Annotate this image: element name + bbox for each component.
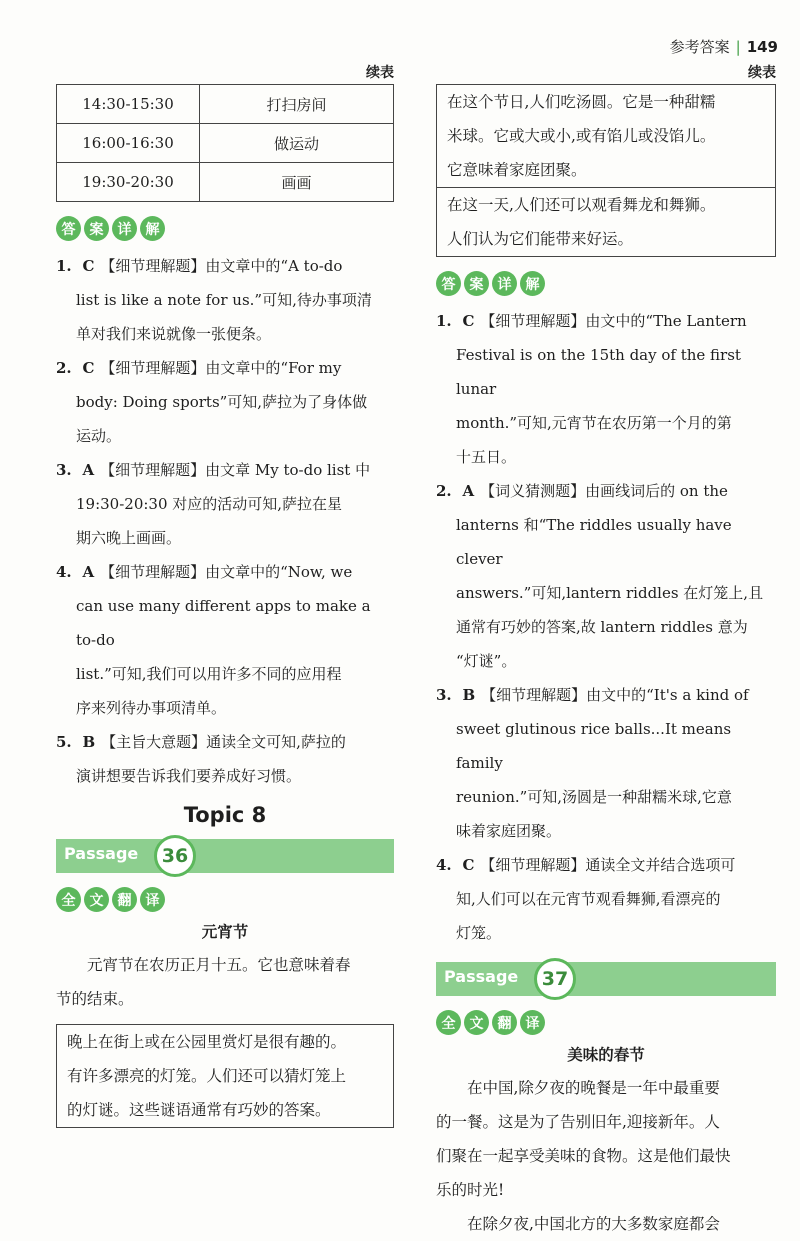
table-row: [57, 163, 394, 202]
para-line: 在中国,除夕夜的晚餐是一年中最重要: [467, 1079, 720, 1097]
badge-char: 解: [140, 216, 165, 241]
passage-label: Passage: [444, 967, 519, 986]
answer-line: body: Doing sports”可知,萨拉为了身体做: [76, 393, 368, 411]
box-line: 它意味着家庭团聚。: [447, 161, 587, 179]
time-cell: 14:30-15:30: [57, 85, 200, 124]
answer-letter: C: [82, 257, 95, 275]
answer-item: [56, 725, 394, 793]
badge-char: 解: [520, 271, 545, 296]
para-line: 在除夕夜,中国北方的大多数家庭都会: [467, 1215, 720, 1233]
table-row: [57, 85, 394, 124]
answer-letter: A: [82, 563, 95, 581]
answer-line: 序来列待办事项清单。: [76, 699, 227, 717]
badge-char: 翻: [112, 887, 137, 912]
header-label: 参考答案: [669, 38, 730, 56]
translation-title: 元宵节: [201, 922, 249, 941]
translation-box: [56, 1024, 394, 1128]
answer-line: 知,人们可以在元宵节观看舞狮,看漂亮的: [456, 890, 721, 908]
answer-number: 1.: [436, 312, 452, 330]
body-paragraph: [436, 1071, 776, 1207]
answer-line: 【细节理解题】通读全文并结合选项可: [480, 856, 736, 874]
answer-line: 单对我们来说就像一张便条。: [76, 325, 272, 343]
intro-paragraph: [56, 948, 394, 1016]
answer-item: [436, 304, 776, 474]
answer-line: 【细节理解题】由文章中的“For my: [100, 359, 342, 377]
answer-number: 1.: [56, 257, 72, 275]
answer-item: [56, 453, 394, 555]
box-line: 人们认为它们能带来好运。: [447, 230, 634, 248]
answer-line: 【主旨大意题】通读全文可知,萨拉的: [101, 733, 346, 751]
answer-letter: B: [462, 686, 476, 704]
answer-letter: C: [462, 312, 475, 330]
activity-cell: 画画: [200, 163, 394, 202]
badge-char: 详: [492, 271, 517, 296]
full-translation-badge: [56, 887, 394, 912]
passage-banner: [436, 962, 776, 996]
answer-letter: B: [82, 733, 96, 751]
answer-number: 3.: [56, 461, 72, 479]
answer-letter: C: [462, 856, 475, 874]
time-cell: 19:30-20:30: [57, 163, 200, 202]
answer-line: 【细节理解题】由文章 My to-do list 中: [100, 461, 371, 479]
answer-item: [436, 848, 776, 950]
body-paragraph: [436, 1207, 776, 1241]
box-line: 的灯谜。这些谜语通常有巧妙的答案。: [67, 1101, 331, 1119]
answer-line: Festival is on the 15th day of the first lunar: [456, 346, 741, 398]
left-column: [56, 62, 394, 1128]
passage-label: Passage: [64, 844, 139, 863]
answer-line: 【词义猜测题】由画线词后的 on the: [480, 482, 728, 500]
answer-number: 3.: [436, 686, 452, 704]
badge-char: 答: [436, 271, 461, 296]
badge-char: 详: [112, 216, 137, 241]
answer-line: 期六晚上画画。: [76, 529, 182, 547]
answer-line: 19:30-20:30 对应的活动可知,萨拉在星: [76, 495, 343, 513]
answer-line: list.”可知,我们可以用许多不同的应用程: [76, 665, 342, 683]
answer-line: 演讲想要告诉我们要养成好习惯。: [76, 767, 302, 785]
answer-line: sweet glutinous rice balls...It means family: [456, 720, 732, 772]
answer-line: 十五日。: [456, 448, 517, 466]
answer-number: 2.: [436, 482, 452, 500]
continued-label: 续表: [366, 65, 394, 81]
badge-char: 案: [464, 271, 489, 296]
answer-line: “灯谜”。: [456, 652, 517, 670]
translation-box: [436, 84, 776, 188]
answer-line: 通常有巧妙的答案,故 lantern riddles 意为: [456, 618, 748, 636]
answer-line: 味着家庭团聚。: [456, 822, 562, 840]
header-separator: |: [735, 38, 741, 56]
activity-cell: 做运动: [200, 124, 394, 163]
para-line: 的一餐。这是为了告别旧年,迎接新年。人: [436, 1113, 720, 1131]
answer-line: reunion.”可知,汤圆是一种甜糯米球,它意: [456, 788, 732, 806]
badge-char: 译: [520, 1010, 545, 1035]
topic-heading: Topic 8: [183, 803, 267, 827]
page-number: 149: [746, 38, 778, 56]
page-header: [670, 36, 778, 57]
box-line: 在这一天,人们还可以观看舞龙和舞狮。: [447, 196, 716, 214]
answer-line: lanterns 和“The riddles usually have clever: [456, 516, 732, 568]
answer-number: 5.: [56, 733, 72, 751]
answer-line: 运动。: [76, 427, 122, 445]
answer-line: 灯笼。: [456, 924, 502, 942]
time-cell: 16:00-16:30: [57, 124, 200, 163]
answer-line: answers.”可知,lantern riddles 在灯笼上,且: [456, 584, 764, 602]
answer-line: can use many different apps to make a to-do: [76, 597, 371, 649]
badge-char: 文: [84, 887, 109, 912]
answer-letter: A: [82, 461, 95, 479]
translation-box: [436, 188, 776, 257]
right-column: [436, 62, 776, 1241]
box-line: 米球。它或大或小,或有馅儿或没馅儿。: [447, 127, 716, 145]
answer-letter: A: [462, 482, 475, 500]
schedule-table: [56, 84, 394, 202]
answer-number: 4.: [56, 563, 72, 581]
answer-item: [436, 474, 776, 678]
para-line: 乐的时光!: [436, 1181, 505, 1199]
continued-label: 续表: [748, 65, 776, 81]
answer-line: 【细节理解题】由文章中的“Now, we: [100, 563, 353, 581]
answer-line: 【细节理解题】由文章中的“A to-do: [100, 257, 343, 275]
passage-number: 37: [534, 958, 576, 1000]
para-line: 们聚在一起享受美味的食物。这是他们最快: [436, 1147, 731, 1165]
answer-line: month.”可知,元宵节在农历第一个月的第: [456, 414, 732, 432]
box-line: 有许多漂亮的灯笼。人们还可以猜灯笼上: [67, 1067, 347, 1085]
badge-char: 全: [56, 887, 81, 912]
answer-item: [56, 249, 394, 351]
answer-number: 4.: [436, 856, 452, 874]
para-line: 节的结束。: [56, 990, 134, 1008]
table-row: [57, 124, 394, 163]
answer-letter: C: [82, 359, 95, 377]
passage-banner: [56, 839, 394, 873]
badge-char: 答: [56, 216, 81, 241]
answer-explanation-badge: [436, 271, 776, 296]
answer-item: [56, 555, 394, 725]
badge-char: 译: [140, 887, 165, 912]
badge-char: 翻: [492, 1010, 517, 1035]
answer-item: [436, 678, 776, 848]
badge-char: 全: [436, 1010, 461, 1035]
translation-title: 美味的春节: [567, 1045, 645, 1064]
answer-line: 【细节理解题】由文中的“It's a kind of: [481, 686, 749, 704]
badge-char: 文: [464, 1010, 489, 1035]
box-line: 晚上在街上或在公园里赏灯是很有趣的。: [67, 1033, 347, 1051]
badge-char: 案: [84, 216, 109, 241]
passage-number: 36: [154, 835, 196, 877]
box-line: 在这个节日,人们吃汤圆。它是一种甜糯: [447, 93, 716, 111]
answer-line: 【细节理解题】由文中的“The Lantern: [480, 312, 747, 330]
answer-number: 2.: [56, 359, 72, 377]
answer-line: list is like a note for us.”可知,待办事项清: [76, 291, 372, 309]
answer-explanation-badge: [56, 216, 394, 241]
para-line: 元宵节在农历正月十五。它也意味着春: [87, 956, 351, 974]
activity-cell: 打扫房间: [200, 85, 394, 124]
full-translation-badge: [436, 1010, 776, 1035]
answer-item: [56, 351, 394, 453]
